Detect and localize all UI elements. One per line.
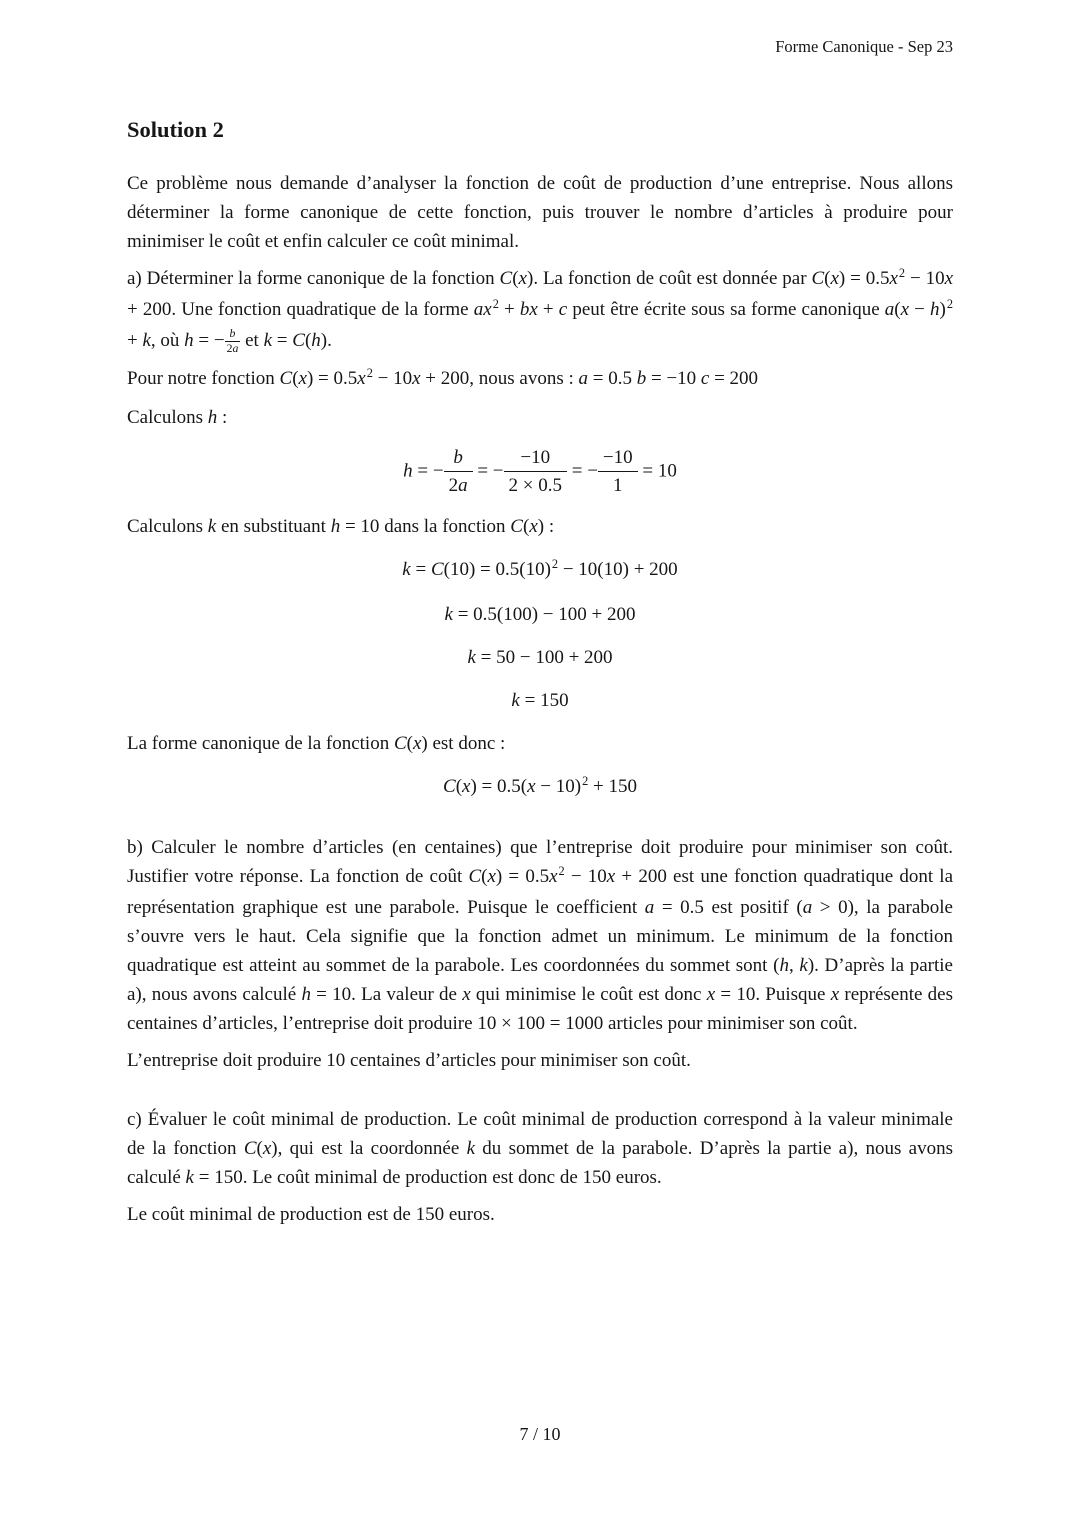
- page-number: 7 / 10: [519, 1424, 561, 1444]
- exponent: 2: [946, 297, 954, 312]
- fraction: [598, 446, 638, 499]
- equation: $C(x) = 0.5(x - 10)^2 + 150$: [443, 774, 637, 797]
- page-header: Forme Canonique - Sep 23: [775, 37, 953, 56]
- paragraph: Calculons k en substituant h = 10 dans la fonction C(x) :: [127, 516, 555, 537]
- fraction-denominator: 1: [613, 475, 623, 497]
- equation: h = − $\frac{b}{2a}$ = − $\frac{-10}{2 \times 0.5}$ = − $\frac{-10}{1}$ = 10: [403, 446, 677, 497]
- paragraph: a) Déterminer la forme canonique de la fonction C(x). La fonction de coût est donnée par $C(x) = 0.5x^2 - 10x + 200$. Une fonction quadratique de la forme $ax^2$ + bx + c peut être écrite sous sa forme canonique $a(x - h)^2 + k$, où h = − $\frac{b}{2a}$ et k = C(h).: [127, 266, 954, 356]
- equation: $k = C(10) = 0.5(10)^2 - 10(10) + 200$: [402, 557, 678, 580]
- paragraph: Ce problème nous demande d’analyser la fonction de coût de production d’une entreprise. Nous allons déterminer la forme canonique de cette fonction, puis trouver le nombre d’articles à produire pour minimiser le coût et enfin calculer ce coût minimal.: [127, 173, 953, 252]
- fraction-denominator: 2a: [226, 342, 239, 356]
- paragraph: Le coût minimal de production est de 150 euros.: [127, 1204, 495, 1225]
- document-body: [127, 117, 953, 1237]
- blocks-container: [127, 169, 953, 1229]
- fraction-denominator: 2 × 0.5: [508, 475, 562, 497]
- paragraph: c) Évaluer le coût minimal de production. Le coût minimal de production correspond à la valeur minimale de la fonction C(x), qui est la coordonnée k du sommet de la parabole. D’après la partie a), nous avons calculé k = 150. Le coût minimal de production est donc de 150 euros.: [127, 1109, 953, 1188]
- paragraph: La forme canonique de la fonction C(x) est donc :: [127, 733, 506, 754]
- fraction-numerator: −10: [598, 446, 638, 473]
- fraction-numerator: b: [444, 446, 473, 473]
- fraction: [225, 328, 241, 356]
- exponent: 2: [898, 266, 906, 281]
- paragraph: L’entreprise doit produire 10 centaines d’articles pour minimiser son coût.: [127, 1050, 691, 1071]
- paragraph: Calculons h :: [127, 406, 228, 428]
- fraction: [444, 446, 473, 499]
- exponent: 2: [551, 557, 559, 572]
- exponent: 2: [492, 297, 499, 312]
- fraction-denominator: 2a: [448, 475, 468, 497]
- exponent: 2: [366, 365, 373, 380]
- fraction: [504, 446, 567, 499]
- page-title: Solution 2: [127, 117, 224, 142]
- exponent: 2: [558, 864, 565, 879]
- paragraph: b) Calculer le nombre d’articles (en centaines) que l’entreprise doit produire pour minimiser son coût. Justifier votre réponse. La fonction de coût $C(x) = 0.5x^2 - 10x + 200$ est une fonction quadratique dont la représentation graphique est une parabole. Puisque le coefficient a = 0.5 est positif (a > 0), la parabole s’ouvre vers le haut. Cela signifie que la fonction admet un minimum. Le minimum de la fonction quadratique est atteint au sommet de la parabole. Les coordonnées du sommet sont (h, k). D’après la partie a), nous avons calculé h = 10. La valeur de x qui minimise le coût est donc x = 10. Puisque x représente des centaines d’articles, l’entreprise doit produire 10 × 100 = 1000 articles pour minimiser son coût.: [127, 837, 954, 1034]
- exponent: 2: [582, 774, 589, 789]
- equation: k = 50 − 100 + 200: [467, 647, 613, 668]
- paragraph: Pour notre fonction $C(x) = 0.5x^2 - 10x + 200$, nous avons : a = 0.5 b = −10 c = 200: [127, 365, 759, 389]
- fraction-numerator: −10: [504, 446, 567, 473]
- equation: k = 150: [511, 690, 569, 711]
- fraction-numerator: b: [225, 328, 241, 342]
- equation: k = 0.5(100) − 100 + 200: [444, 604, 636, 625]
